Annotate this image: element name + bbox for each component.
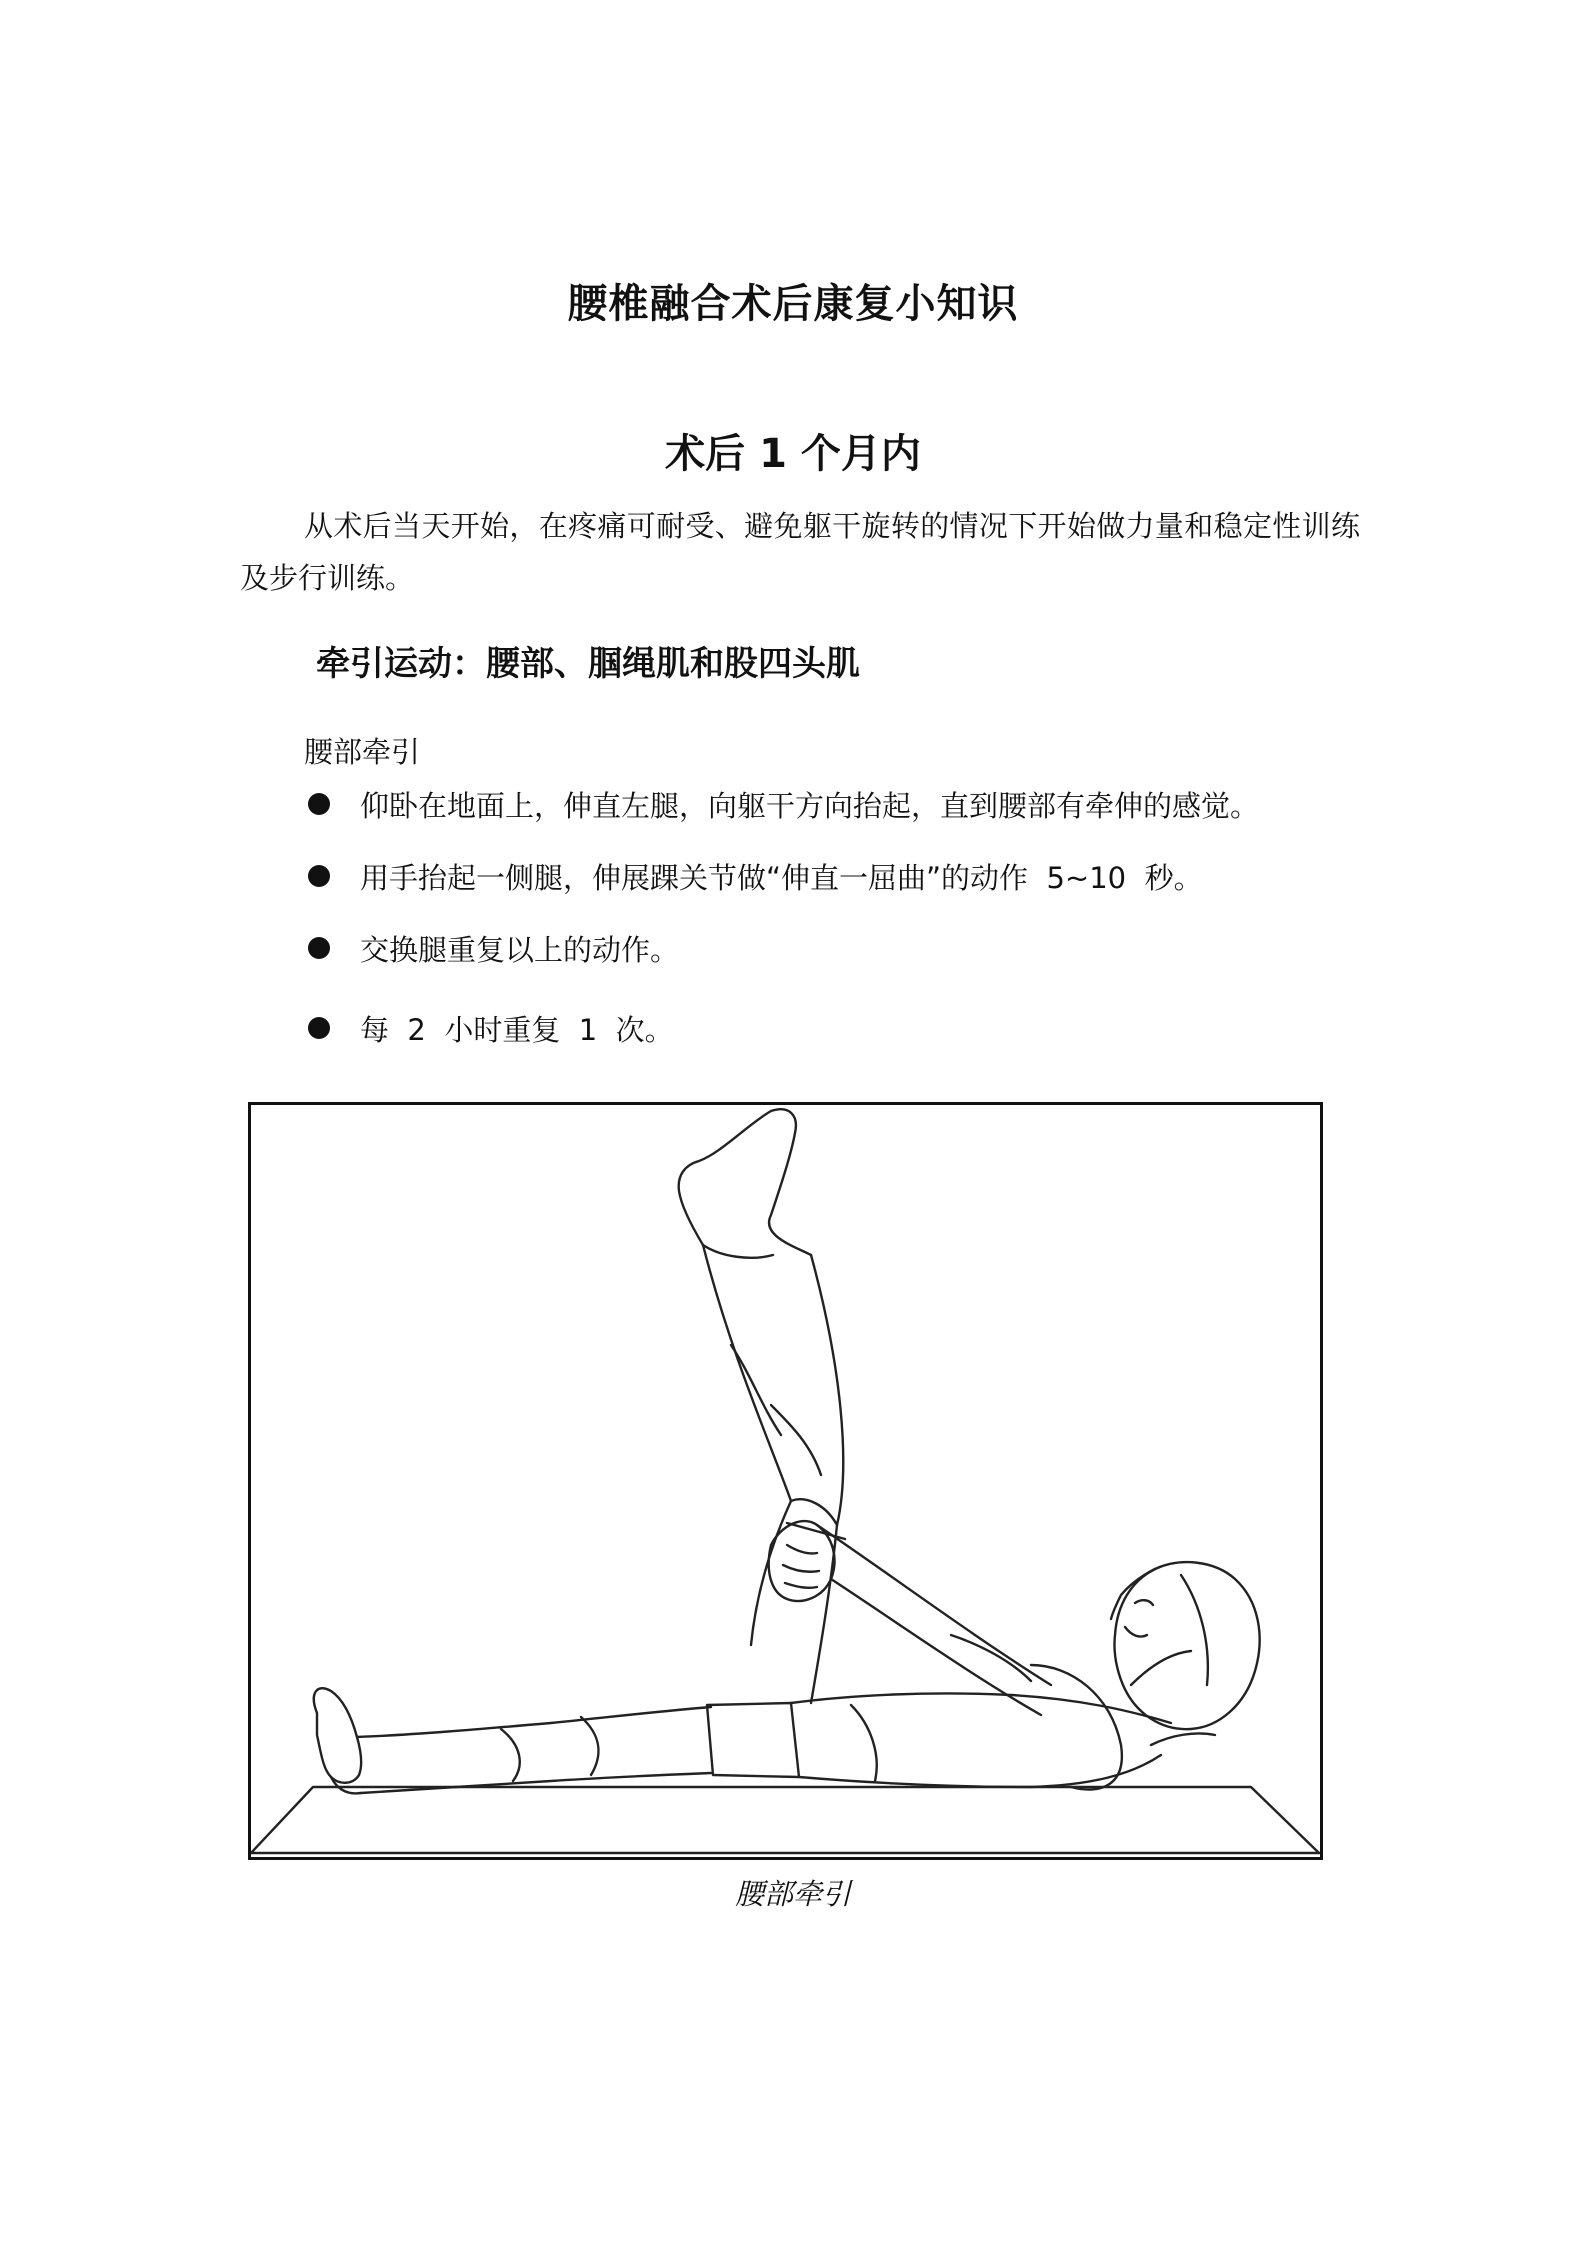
list-item [308,850,1408,902]
list-item-text: 用手抬起一侧腿，伸展踝关节做“伸直一屈曲”的动作 5~10 秒。 [360,860,1203,895]
exercise-label: 腰部牵引 [304,735,421,769]
bullet-icon [308,865,330,887]
bullet-icon [308,793,330,815]
list-item [308,922,1408,974]
intro-paragraph: 从术后当天开始，在疼痛可耐受、避免躯干旋转的情况下开始做力量和稳定性训练及步行训练。 [240,509,1360,595]
list-item-text: 仰卧在地面上，伸直左腿，向躯干方向抬起，直到腰部有牵伸的感觉。 [360,788,1260,823]
page-title: 腰椎融合术后康复小知识 [567,281,1019,327]
section-title: 术后 1 个月内 [665,431,921,477]
list-item-text: 每 2 小时重复 1 次。 [360,1012,674,1047]
list-item-text: 交换腿重复以上的动作。 [360,932,680,967]
bullet-icon [308,1017,330,1039]
lumbar-traction-illustration-icon [251,1105,1320,1857]
list-item [308,778,1408,830]
figure-caption: 腰部牵引 [734,1877,851,1911]
list-item [308,1002,1408,1054]
subheading: 牵引运动：腰部、腘绳肌和股四头肌 [316,644,860,684]
bullet-icon [308,937,330,959]
figure-frame [248,1102,1323,1860]
